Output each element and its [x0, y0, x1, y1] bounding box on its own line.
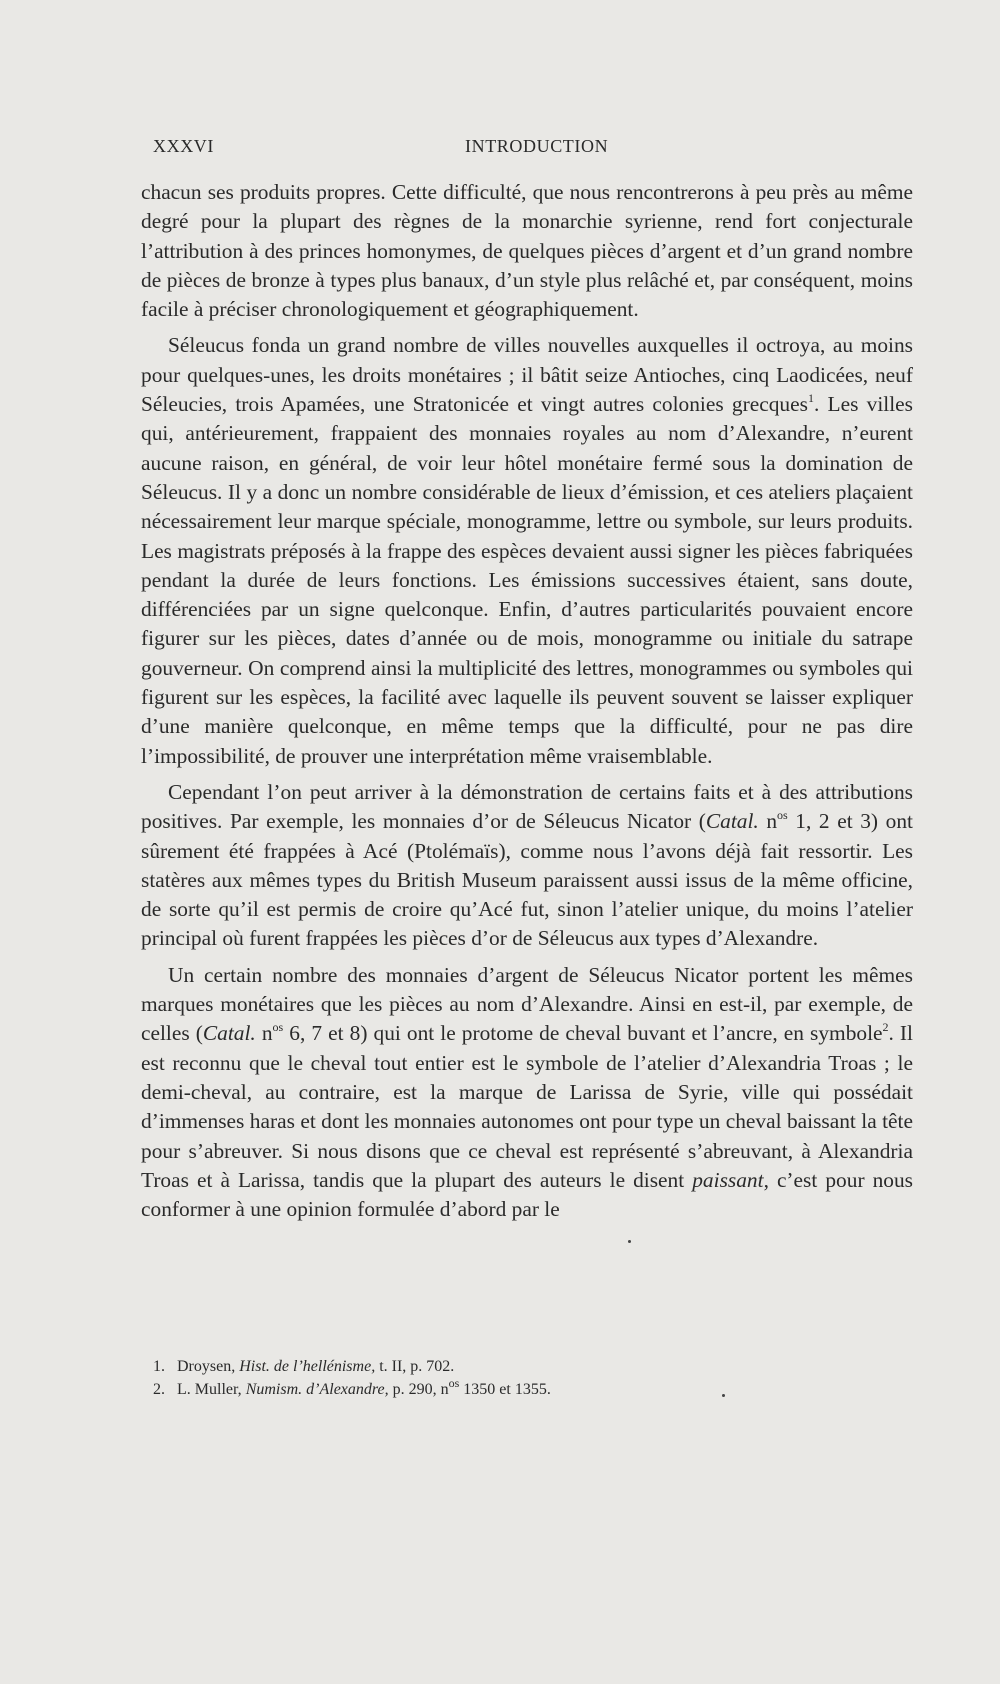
paragraph-1 — [141, 178, 913, 324]
body-text — [141, 178, 913, 1231]
running-title: INTRODUCTION — [465, 136, 609, 156]
footnote-number: 2. — [153, 1381, 165, 1398]
footnote-author: L. Muller, — [177, 1381, 246, 1398]
paragraph-4-mid: 6, 7 et 8) qui ont le protome de cheval buvant et l’ancre, en symbole — [283, 1021, 883, 1046]
nos-label: n — [255, 1021, 273, 1046]
footnote-work-title: Numism. d’Alexandre, — [245, 1381, 389, 1398]
footnote-author: Droysen, — [177, 1358, 240, 1375]
catal-ref: Catal. — [202, 1021, 256, 1046]
paragraph-4 — [141, 961, 913, 1225]
print-speck — [722, 1394, 725, 1397]
paissant-italic: paissant — [692, 1167, 764, 1192]
paragraph-4-text: Un certain nombre des monnaies d’argent de Séleucus Nicator portent les mêmes marques monétaires que les pièces au nom d’Alexandre. Ainsi en est-il, par exemple, de celles ( — [141, 962, 913, 1046]
catal-ref: Catal. — [705, 809, 759, 834]
page-number: XXXVI — [153, 136, 214, 156]
footnote-ref-2[interactable]: 2 — [882, 1020, 889, 1035]
footnote-locator-tail: 1350 et 1355. — [459, 1381, 551, 1398]
footnote-ref-1[interactable]: 1 — [807, 390, 814, 405]
paragraph-3-text: Cependant l’on peut arriver à la démonstration de certains faits et à des attributions positives. Par exemple, les monnaies d’or de Séleucus Nicator ( — [141, 779, 913, 834]
nos-sup: os — [448, 1375, 460, 1390]
paragraph-2-text: Séleucus fonda un grand nombre de villes nouvelles auxquelles il octroya, au moins pour quelques-unes, les droits monétaires ; il bâtit seize Antioches, cinq Laodicées, neuf Séleucies, trois Apamées, une Stratonicée et vingt autres colonies grecques — [141, 333, 913, 417]
paragraph-2 — [141, 331, 913, 770]
running-head — [153, 136, 913, 162]
footnotes — [153, 1355, 853, 1401]
paragraph-1-text: chacun ses produits propres. Cette difficulté, que nous rencontrerons à peu près au même degré pour la plupart des règnes de la monarchie syrienne, rend fort conjecturale l’attribution à des princes homonymes, de quelques pièces d’argent et d’un grand nombre de pièces de bronze à types plus banaux, d’un style plus relâché et, par conséquent, moins facile à préciser chronologiquement et géographiquement. — [141, 180, 913, 322]
nos-label: n — [758, 809, 778, 834]
footnote-2 — [153, 1375, 853, 1401]
footnote-1 — [153, 1355, 853, 1378]
footnote-locator: p. 290, n — [388, 1381, 449, 1398]
nos-sup: os — [777, 808, 788, 823]
paragraph-2-rest: . Les villes qui, antérieurement, frappaient des monnaies royales au nom d’Alexandre, n’eurent aucune raison, en général, de voir leur hôtel monétaire fermé sous la domination de Séleucus. Il y a donc un nombre considérable de lieux d’émission, et ces ateliers plaçaient nécessairement leur marque spéciale, monogramme, lettre ou symbole, sur leurs produits. Les magistrats préposés à la frappe des espèces devaient aussi signer les pièces fabriquées pendant la durée de leurs fonctions. Les émissions successives étaient, sans doute, différenciées par un signe quelconque. Enfin, d’autres particularités pouvaient encore figurer sur les pièces, dates d’année ou de mois, monogramme ou initiale du satrape gouverneur. On comprend ainsi la multiplicité des lettres, monogrammes ou symboles qui figurent sur les espèces, la facilité avec laquelle ils peuvent souvent se laisser expliquer d’une manière quelconque, en même temps que la difficulté, pour ne pas dire l’impossibilité, de prouver une interprétation même vraisemblable. — [141, 392, 913, 768]
footnote-locator: t. II, p. 702. — [375, 1358, 455, 1375]
paragraph-4-rest: . Il est reconnu que le cheval tout entier est le symbole de l’atelier d’Alexandria Troas ; le demi-cheval, au contraire, est la marque de Larissa de Syrie, ville qui possédait d’immenses haras et dont les monnaies autonomes ont pour type un cheval baissant la tête pour s’abreuver. Si nous disons que ce cheval est représenté s’abreuvant, à Alexandria Troas et à Larissa, tandis que la plupart des auteurs le disent — [141, 1021, 914, 1192]
footnote-number: 1. — [153, 1358, 165, 1375]
paragraph-4-end: , c’est pour nous conformer à une opinion formulée d’abord par le — [141, 1167, 914, 1222]
footnote-work-title: Hist. de l’hellénisme, — [239, 1358, 376, 1375]
nos-sup: os — [272, 1020, 284, 1035]
print-speck — [628, 1240, 631, 1243]
paragraph-3 — [141, 778, 913, 954]
paragraph-3-rest: 1, 2 et 3) ont sûrement été frappées à Acé (Ptolémaïs), comme nous l’avons déjà fait ressortir. Les statères aux mêmes types du British Museum paraissent aussi issus de la même officine, de sorte qu’il est permis de croire qu’Acé fut, sinon l’atelier unique, du moins l’atelier principal où furent frappées les pièces d’or de Séleucus aux types d’Alexandre. — [141, 809, 913, 951]
